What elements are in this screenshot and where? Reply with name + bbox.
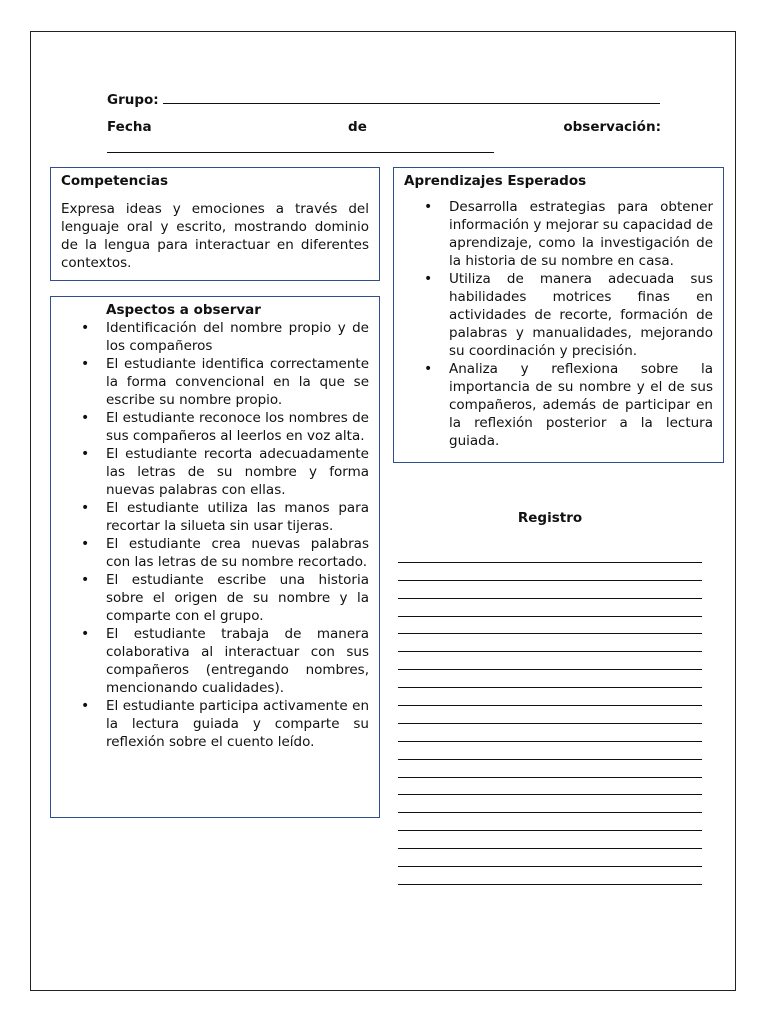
aprendizajes-title: Aprendizajes Esperados (404, 173, 587, 189)
registro-line[interactable] (398, 688, 702, 706)
registro-line[interactable] (398, 813, 702, 831)
aspecto-item: • El estudiante crea nuevas palabras con las letras de su nombre recortado. (61, 535, 369, 571)
registro-line[interactable] (398, 849, 702, 867)
fecha-row (107, 119, 661, 135)
fecha-word-1: Fecha (107, 119, 152, 135)
registro-line[interactable] (398, 617, 702, 635)
competencias-title: Competencias (61, 173, 169, 189)
competencias-text: Expresa ideas y emociones a través del lenguaje oral y escrito, mostrando dominio de la lengua para interactuar en diferentes contextos. (61, 201, 369, 271)
aspectos-box (50, 296, 380, 818)
aspecto-item: • El estudiante escribe una historia sobre el origen de su nombre y la comparte con el grupo. (61, 571, 369, 625)
aprendizaje-item: • Utiliza de manera adecuada sus habilidades motrices finas en actividades de recorte, formación de palabras y manualidades, mejorando su coordinación y precisión. (404, 270, 713, 360)
competencias-box (50, 167, 380, 281)
registro-line[interactable] (398, 545, 702, 563)
registro-line[interactable] (398, 724, 702, 742)
aspectos-title: Aspectos a observar (106, 302, 261, 318)
registro-line[interactable] (398, 742, 702, 760)
fecha-word-3: observación: (563, 119, 661, 135)
registro-line[interactable] (398, 634, 702, 652)
registro-line[interactable] (398, 581, 702, 599)
registro-line[interactable] (398, 706, 702, 724)
registro-line[interactable] (398, 831, 702, 849)
aspecto-item: • Identificación del nombre propio y de los compañeros (61, 319, 369, 355)
registro-line[interactable] (398, 795, 702, 813)
aspecto-item: • El estudiante recorta adecuadamente las letras de su nombre y forma nuevas palabras con ellas. (61, 445, 369, 499)
registro-line[interactable] (398, 760, 702, 778)
aprendizajes-list (404, 198, 713, 450)
registro-line[interactable] (398, 599, 702, 617)
aprendizaje-item: • Analiza y reflexiona sobre la importancia de su nombre y el de sus compañeros, además de participar en la reflexión posterior a la lectura guiada. (404, 360, 713, 450)
aprendizaje-item: • Desarrolla estrategias para obtener información y mejorar su capacidad de aprendizaje, como la investigación de la historia de su nombre en casa. (404, 198, 713, 270)
aspecto-item: • El estudiante identifica correctamente la forma convencional en la que se escribe su nombre propio. (61, 355, 369, 409)
aspecto-item: • El estudiante utiliza las manos para recortar la silueta sin usar tijeras. (61, 499, 369, 535)
aspectos-list (61, 319, 369, 751)
registro-line[interactable] (398, 778, 702, 796)
fecha-word-2: de (348, 119, 367, 135)
grupo-line (107, 91, 660, 108)
registro-line[interactable] (398, 867, 702, 885)
aspecto-item: • El estudiante participa activamente en la lectura guiada y comparte su reflexión sobre el cuento leído. (61, 697, 369, 751)
registro-line[interactable] (398, 652, 702, 670)
registro-lines[interactable] (398, 545, 702, 885)
registro-line[interactable] (398, 670, 702, 688)
aspecto-item: • El estudiante trabaja de manera colaborativa al interactuar con sus compañeros (entregando nombres, mencionando cualidades). (61, 625, 369, 697)
registro-line[interactable] (398, 563, 702, 581)
registro-title: Registro (517, 510, 583, 526)
aspecto-item: • El estudiante reconoce los nombres de sus compañeros al leerlos en voz alta. (61, 409, 369, 445)
fecha-field[interactable] (107, 140, 494, 153)
grupo-field[interactable] (163, 91, 660, 104)
grupo-label: Grupo: (107, 92, 159, 108)
aprendizajes-box (393, 167, 724, 463)
